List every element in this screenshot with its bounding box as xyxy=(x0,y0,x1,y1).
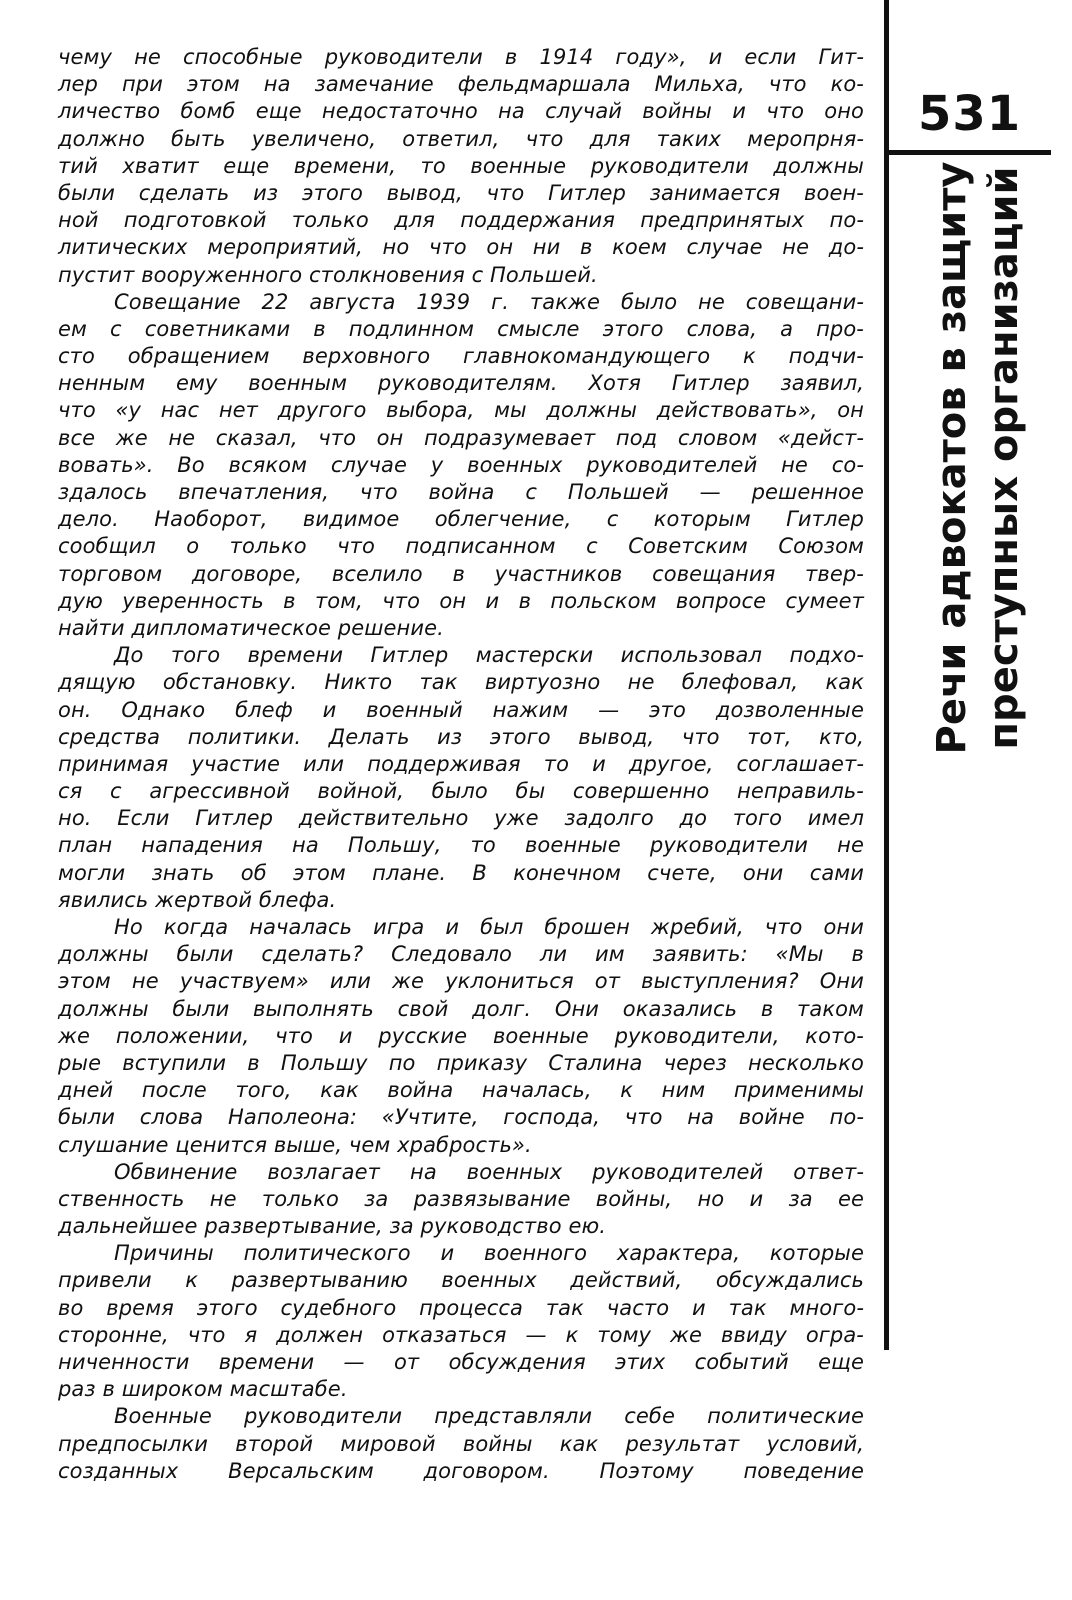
text-line: пустит вооруженного столкновения с Польшей. xyxy=(58,262,598,287)
paragraph-start-line: Причины политического и военного характера, которые xyxy=(114,1241,864,1266)
text-line: ниченности времени — от обсуждения этих событий еще xyxy=(58,1350,864,1374)
text-line: ся с агрессивной войной, было бы совершенно неправиль- xyxy=(58,779,864,804)
text-line: дящую обстановку. Никто так виртуозно не блефовал, как xyxy=(58,670,864,695)
text-line: привели к развертыванию военных действий, обсуждались xyxy=(58,1268,864,1293)
text-line: слушание ценится выше, чем храбрость». xyxy=(58,1132,532,1157)
text-line: сторонне, что я должен отказаться — к тому же ввиду огра- xyxy=(58,1322,864,1347)
running-title-line-1: Речи адвокатов в защиту xyxy=(929,161,975,755)
text-line: сообщил о только что подписанном с Советским Союзом xyxy=(58,534,864,559)
text-line: дальнейшее развертывание, за руководство ею. xyxy=(58,1214,607,1239)
text-line: созданных Версальским договором. Поэтому поведение xyxy=(58,1458,864,1483)
body-text xyxy=(58,44,864,1485)
running-title-line-2: преступных организаций xyxy=(981,166,1027,750)
text-line: литических мероприятий, но что он ни в коем случае не до- xyxy=(58,235,864,260)
text-line: план нападения на Польшу, то военные руководители не xyxy=(58,833,864,858)
paragraph-start-line: Но когда началась игра и был брошен жребий, что они xyxy=(114,915,864,939)
text-line: должны были сделать? Следовало ли им заявить: «Мы в xyxy=(58,942,864,967)
text-line: сто обращением верховного главнокомандующего к подчи- xyxy=(58,344,864,369)
text-line: во время этого судебного процесса так часто и так много- xyxy=(58,1295,864,1320)
text-line: все же не сказал, что он подразумевает под словом «дейст- xyxy=(58,425,864,450)
text-line: дней после того, как война началась, к ним применимы xyxy=(58,1078,864,1103)
vertical-rule xyxy=(884,0,889,1350)
text-line: рые вступили в Польшу по приказу Сталина через несколько xyxy=(58,1050,864,1075)
text-line: ственность не только за развязывание войны, но и за ее xyxy=(58,1186,864,1211)
text-line: тий хватит еще времени, то военные руководители должны xyxy=(58,153,864,178)
text-line: найти дипломатическое решение. xyxy=(58,615,444,640)
text-line: должны были выполнять свой долг. Они оказались в таком xyxy=(58,996,864,1021)
text-line: он. Однако блеф и военный нажим — это дозволенные xyxy=(58,697,864,722)
text-line: могли знать об этом плане. В конечном счете, они сами xyxy=(58,860,864,885)
text-line: раз в широком масштабе. xyxy=(58,1377,348,1402)
paragraph-start-line: Обвинение возлагает на военных руководителей ответ- xyxy=(114,1159,864,1184)
text-line: торговом договоре, вселило в участников совещания твер- xyxy=(58,561,864,586)
horizontal-rule xyxy=(889,150,1051,155)
paragraph-start-line: Совещание 22 августа 1939 г. также было не совещани- xyxy=(114,289,864,314)
text-line: что «у нас нет другого выбора, мы должны действовать», он xyxy=(58,398,864,423)
text-line: дело. Наоборот, видимое облегчение, с которым Гитлер xyxy=(58,507,864,532)
text-line: предпосылки второй мировой войны как результат условий, xyxy=(58,1431,864,1456)
text-line: чему не способные руководители в 1914 году», и если Гит- xyxy=(58,45,864,69)
text-line: личество бомб еще недостаточно на случай войны и что оно xyxy=(58,99,864,124)
text-line: дую уверенность в том, что он и в польском вопросе сумеет xyxy=(58,588,864,613)
paragraph-start-line: Военные руководители представляли себе политические xyxy=(114,1404,864,1429)
text-line: этом не участвуем» или же уклониться от выступления? Они xyxy=(58,969,864,994)
text-line: вовать». Во всяком случае у военных руководителей не со- xyxy=(58,452,864,477)
text-line: же положении, что и русские военные руководители, кото- xyxy=(58,1023,864,1048)
text-line: явились жертвой блефа. xyxy=(58,887,337,912)
text-line: ной подготовкой только для поддержания предпринятых по- xyxy=(58,208,864,233)
text-line: были слова Наполеона: «Учтите, господа, что на войне по- xyxy=(58,1105,864,1130)
text-line: ем с советниками в подлинном смысле этого слова, а про- xyxy=(58,316,864,341)
text-line: средства политики. Делать из этого вывод, что тот, кто, xyxy=(58,724,864,749)
text-line: были сделать из этого вывод, что Гитлер занимается воен- xyxy=(58,180,864,205)
text-line: но. Если Гитлер действительно уже задолго до того имел xyxy=(58,806,864,831)
page-number: 531 xyxy=(918,86,1022,142)
text-line: здалось впечатления, что война с Польшей — решенное xyxy=(58,480,864,504)
text-line: принимая участие или поддерживая то и другое, соглашает- xyxy=(58,751,864,776)
text-line: ненным ему военным руководителям. Хотя Гитлер заявил, xyxy=(58,371,864,396)
text-line: должно быть увеличено, ответил, что для таких меропрня- xyxy=(58,126,864,151)
paragraph-start-line: До того времени Гитлер мастерски использовал подхо- xyxy=(114,643,864,668)
text-line: лер при этом на замечание фельдмаршала Мильха, что ко- xyxy=(58,72,864,97)
